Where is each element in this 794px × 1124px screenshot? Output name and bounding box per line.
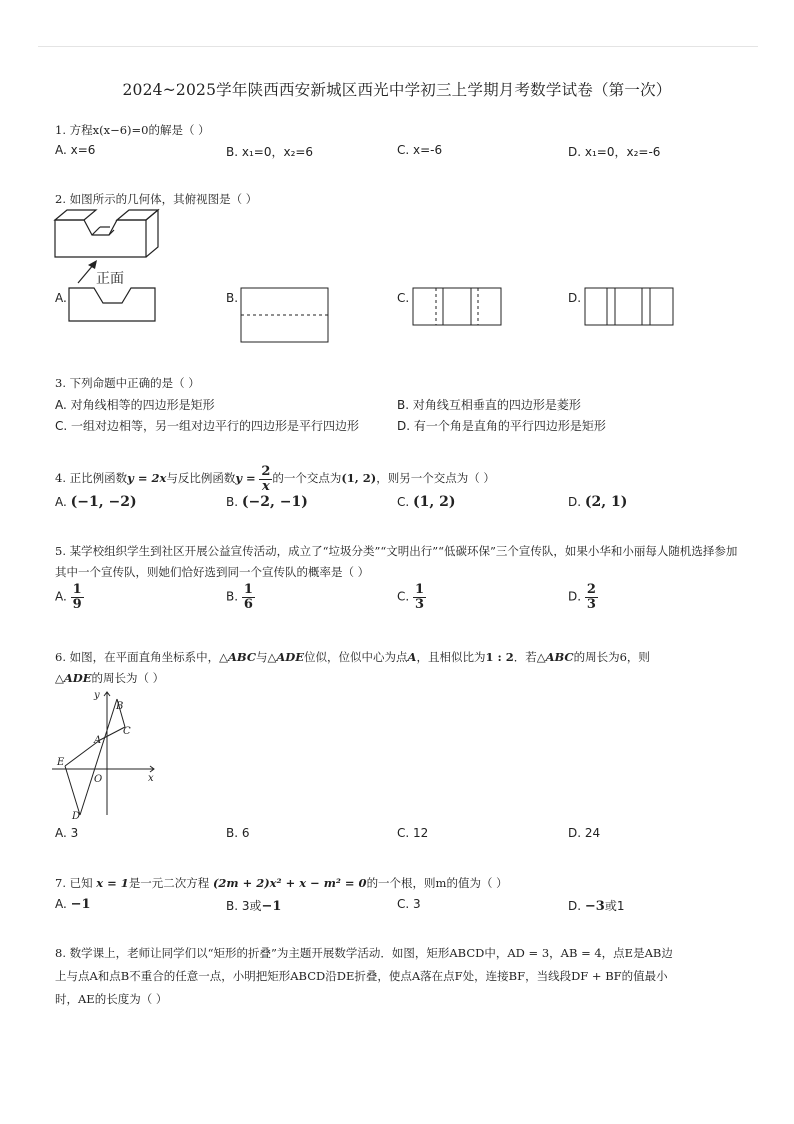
question-7-stem-a: 7. 已知: [55, 876, 97, 890]
question-4-option-d-value: (2, 1): [584, 494, 628, 510]
question-4-option-b-label: B.: [226, 495, 239, 509]
question-4-point: (1, 2): [341, 471, 377, 486]
header-rule: [38, 46, 758, 47]
question-5-option-c-den: 3: [415, 596, 425, 612]
question-5-option-c[interactable]: [397, 583, 426, 611]
question-4-option-a[interactable]: [55, 494, 137, 510]
question-5-option-a-den: 9: [72, 596, 82, 612]
question-5-option-b-den: 6: [243, 596, 253, 612]
question-3-option-b[interactable]: B. 对角线互相垂直的四边形是菱形: [397, 398, 581, 412]
question-6-tri2: △ADE: [267, 650, 305, 664]
question-6-stem-line2: [55, 668, 164, 689]
question-5-option-d-label: D.: [568, 589, 582, 604]
question-5-option-d-fraction: [585, 583, 598, 611]
question-5-option-b-fraction: [242, 583, 255, 611]
y-axis-label: y: [94, 690, 100, 701]
question-6-stem-f: 的周长为6，则: [573, 650, 650, 664]
point-e-label: E: [57, 757, 65, 768]
question-4-option-a-label: A.: [55, 495, 67, 509]
question-7-option-a-math: −1: [70, 897, 91, 912]
question-6-ratio: 1 : 2: [485, 650, 514, 664]
question-7-option-d-math: −3: [584, 899, 605, 914]
question-7-equation: (2m + 2)x² + x − m² = 0: [212, 876, 367, 890]
question-6-tri1: △ABC: [219, 650, 256, 664]
question-6-option-d[interactable]: D. 24: [568, 826, 601, 840]
question-3-stem: 3. 下列命题中正确的是（ ）: [55, 376, 200, 390]
question-5-option-a-label: A.: [55, 589, 67, 604]
question-5-option-a-num: 1: [72, 582, 82, 597]
question-5-option-d-num: 2: [586, 582, 596, 597]
point-b-label: B: [116, 701, 124, 712]
question-7-option-d-tail: 或1: [604, 899, 625, 913]
origin-label: O: [94, 774, 103, 785]
question-4-option-d[interactable]: [568, 494, 627, 510]
question-6-option-b[interactable]: B. 6: [226, 826, 250, 840]
question-2-option-a[interactable]: A.: [55, 291, 67, 305]
question-7-option-a-label: A.: [55, 897, 71, 911]
question-7-option-b[interactable]: [226, 897, 281, 914]
question-4-stem: [55, 465, 495, 493]
question-1-option-a[interactable]: A. x=6: [55, 143, 96, 157]
question-4-stem-a: 4. 正比例函数: [55, 471, 128, 486]
option-a-figure[interactable]: [68, 287, 158, 323]
question-7-option-c[interactable]: [397, 897, 421, 912]
question-2-option-d[interactable]: D.: [568, 291, 582, 305]
question-4-option-a-value: (−1, −2): [70, 494, 137, 510]
option-b-figure[interactable]: [240, 287, 330, 343]
question-5-stem: 5. 某学校组织学生到社区开展公益宣传活动，成立了“垃圾分类”“文明出行”“低碳环保”三个宣传队，如果小华和小丽每人随机选择参加其中一个宣传队，则她们恰好选到同一个宣传队的概率是（ ）: [55, 544, 738, 579]
question-4-eq2-fraction: [259, 465, 272, 493]
question-4-stem-c: 的一个交点为: [272, 471, 342, 486]
question-3-option-d[interactable]: D. 有一个角是直角的平行四边形是矩形: [397, 419, 606, 433]
question-1-option-b[interactable]: B. x₁=0，x₂=6: [226, 145, 314, 159]
question-4-eq1: y = 2x: [127, 471, 167, 486]
question-5-option-d-den: 3: [586, 596, 596, 612]
question-7-stem-b: 是一元二次方程: [128, 876, 213, 890]
question-4-eq2-num: 2: [261, 464, 271, 479]
question-5-option-a[interactable]: [55, 583, 84, 611]
question-7-option-d[interactable]: [568, 897, 624, 914]
question-1-option-d[interactable]: D. x₁=0，x₂=-6: [568, 145, 661, 159]
question-5-option-b-label: B.: [226, 589, 239, 604]
question-4-option-d-label: D.: [568, 495, 582, 509]
question-4-option-c-value: (1, 2): [413, 494, 456, 510]
question-6-tri3: △ABC: [536, 650, 574, 664]
question-8-line1: 8. 数学课上，老师让同学们以“矩形的折叠”为主题开展数学活动．如图，矩形ABCD中，AD = 3，AB = 4，点E是AB边: [55, 946, 673, 960]
coordinate-figure: [50, 687, 165, 822]
x-axis-label: x: [148, 773, 154, 784]
question-4-option-c-label: C.: [397, 495, 410, 509]
question-6-stem-a: 6. 如图，在平面直角坐标系中，: [55, 650, 220, 664]
question-8-line2: 上与点A和点B不重合的任意一点，小明把矩形ABCD沿DE折叠，使点A落在点F处，连接BF，当线段DF + BF的值最小: [55, 969, 668, 983]
question-6-stem-line1: [55, 647, 650, 668]
question-3-option-a[interactable]: A. 对角线相等的四边形是矩形: [55, 398, 215, 412]
question-4-eq2-left: y =: [235, 471, 256, 486]
question-6-stem-c: 位似，位似中心为点: [304, 650, 408, 664]
question-7-option-b-math: −1: [261, 899, 282, 914]
question-6-option-c[interactable]: C. 12: [397, 826, 429, 840]
question-4-option-b[interactable]: [226, 494, 308, 510]
question-1-option-c[interactable]: C. x=-6: [397, 143, 443, 157]
question-2-option-c[interactable]: C.: [397, 291, 410, 305]
question-1-stem: 1. 方程x(x−6)=0的解是（ ）: [55, 123, 210, 137]
question-5-option-b-num: 1: [243, 582, 253, 597]
question-6-tri4: △ADE: [55, 671, 92, 685]
question-6-stem-d: ，且相似比为: [416, 650, 486, 664]
question-5-option-d[interactable]: [568, 583, 598, 611]
question-4-eq2-den: x: [261, 478, 270, 494]
question-7-condition: x = 1: [96, 876, 129, 890]
question-4-stem-d: ，则另一个交点为（ ）: [376, 471, 495, 486]
question-4-stem-b: 与反比例函数: [166, 471, 236, 486]
question-7-option-b-label: B. 3或: [226, 899, 262, 913]
point-c-label: C: [123, 726, 131, 737]
question-5-option-b[interactable]: [226, 583, 255, 611]
question-6-stem-b: 与: [256, 650, 268, 664]
page-title: 2024~2025学年陕西西安新城区西光中学初三上学期月考数学试卷（第一次）: [122, 81, 672, 99]
question-5-option-c-num: 1: [415, 582, 425, 597]
point-a-label: A: [94, 735, 102, 746]
option-c-figure[interactable]: [412, 287, 504, 327]
question-7-stem: [55, 873, 508, 894]
question-7-option-c-label: C. 3: [397, 897, 421, 911]
question-2-option-b[interactable]: B.: [226, 291, 239, 305]
question-5-option-c-fraction: [413, 583, 426, 611]
question-5-option-c-label: C.: [397, 589, 410, 604]
question-7-option-a[interactable]: [55, 897, 91, 912]
front-label: 正面: [96, 271, 124, 287]
question-3-option-c[interactable]: C. 一组对边相等，另一组对边平行的四边形是平行四边形: [55, 419, 360, 433]
question-8-line3: 时，AE的长度为（ ）: [55, 992, 168, 1006]
question-7-option-d-label: D.: [568, 899, 585, 913]
question-5-option-a-fraction: [71, 583, 84, 611]
question-6-stem-g: 的周长为（ ）: [91, 671, 165, 685]
question-6-center: A: [407, 650, 417, 664]
option-d-figure[interactable]: [584, 287, 676, 327]
point-d-label: D: [72, 811, 81, 822]
question-4-option-c[interactable]: [397, 494, 456, 510]
question-6-stem-e: ．若: [513, 650, 537, 664]
question-4-option-b-value: (−2, −1): [241, 494, 308, 510]
question-2-stem: 2. 如图所示的几何体，其俯视图是（ ）: [55, 192, 258, 206]
question-7-stem-c: 的一个根，则m的值为（ ）: [366, 876, 508, 890]
question-6-option-a[interactable]: A. 3: [55, 826, 79, 840]
